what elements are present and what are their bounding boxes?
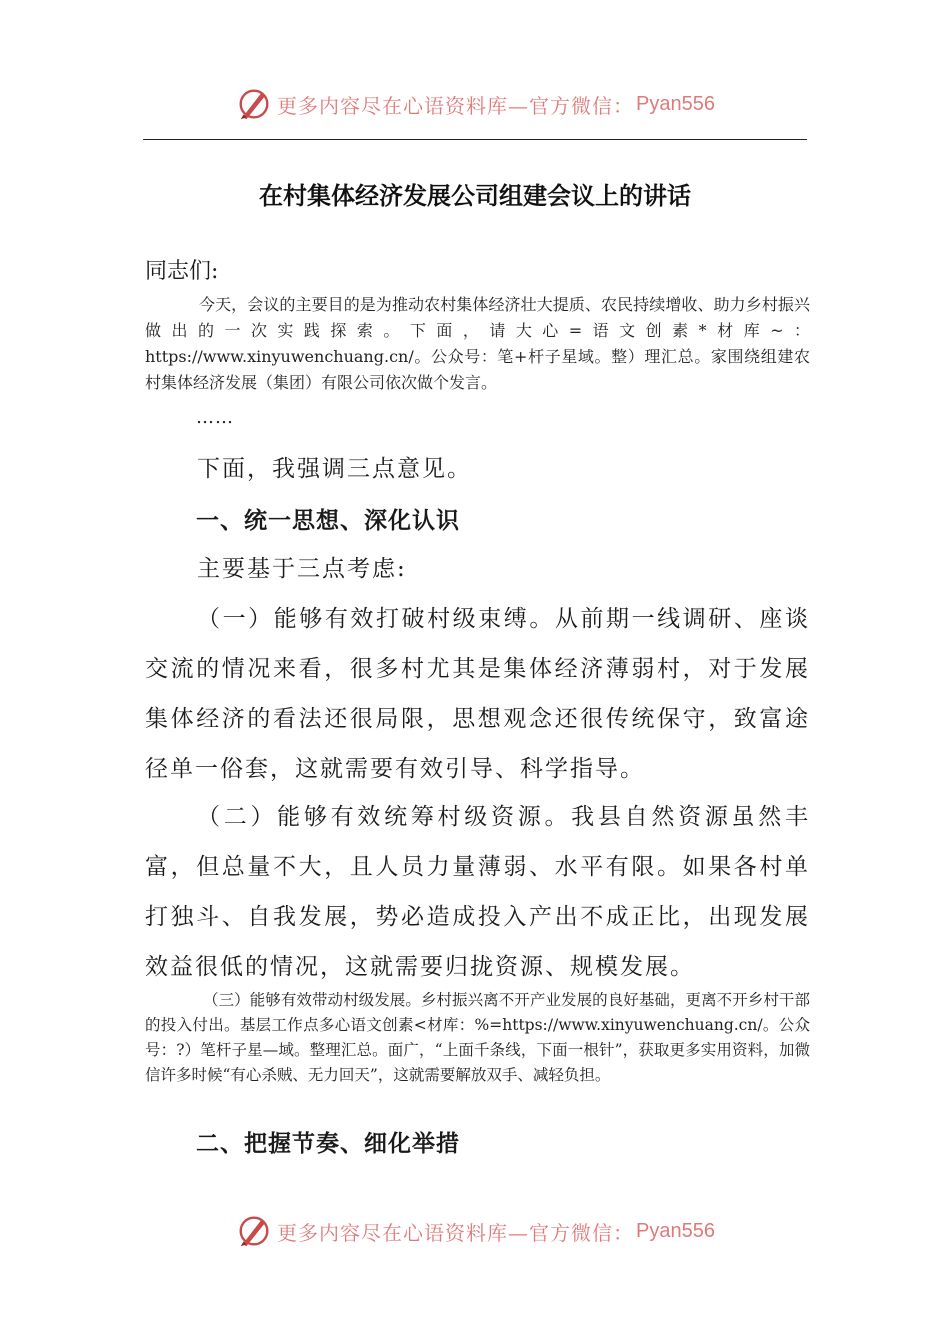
ellipsis: ……	[196, 407, 234, 428]
transition-paragraph: 下面，我强调三点意见。	[197, 456, 472, 482]
page-title: 在村集体经济发展公司组建会议上的讲话	[259, 182, 691, 210]
watermark-banner-top	[0, 84, 950, 124]
greeting: 同志们:	[145, 259, 219, 284]
intro-paragraph: 今天，会议的主要目的是为推动农村集体经济壮大提质、农民持续增收、助力乡村振兴做出的一次实践探索。下面，请大心=语文创素*材库~：https://www.xinyuwenchuang.cn/。公众号：笔+杆子星域。整）理汇总。家围绕组建农村集体经济发展（集团）有限公司依次做个发言。	[145, 295, 810, 392]
watermark-banner-bottom	[0, 1211, 950, 1251]
point-3-paragraph: （三）能够有效带动村级发展。乡村振兴离不开产业发展的良好基础，更离不开乡村干部的投入付出。基层工作点多心语文创素<材库：%=https://www.xinyuwenchuang.cn/。公众号：?）笔杆子星—域。整理汇总。面广，“上面千条线，下面一根针”，获取更多实用资料，加微信许多时候“有心杀贼、无力回天”，这就需要解放双手、减轻负担。	[145, 991, 810, 1084]
section-heading-1: 一、统一思想、深化认识	[196, 508, 460, 534]
pen-logo-icon	[235, 1212, 273, 1250]
point-2-paragraph: （二）能够有效统筹村级资源。我县自然资源虽然丰富，但总量不大，且人员力量薄弱、水平有限。如果各村单打独斗、自我发展，势必造成投入产出不成正比，出现发展效益很低的情况，这就需要归拢资源、规模发展。	[145, 804, 810, 980]
point-1-paragraph: （一）能够有效打破村级束缚。从前期一线调研、座谈交流的情况来看，很多村尤其是集体经济薄弱村，对于发展集体经济的看法还很局限，思想观念还很传统保守，致富途径单一俗套，这就需要有效引导、科学指导。	[145, 606, 810, 782]
section-heading-2: 二、把握节奏、细化举措	[196, 1131, 460, 1157]
watermark-wechat-id: Pyan556	[636, 92, 715, 115]
pen-logo-icon	[235, 85, 273, 123]
watermark-text: 更多内容尽在心语资料库—官方微信：	[277, 1220, 635, 1245]
consider-paragraph: 主要基于三点考虑:	[197, 556, 407, 582]
watermark-wechat-id: Pyan556	[636, 1219, 715, 1242]
watermark-text: 更多内容尽在心语资料库—官方微信：	[277, 93, 635, 118]
header-rule	[143, 139, 807, 140]
